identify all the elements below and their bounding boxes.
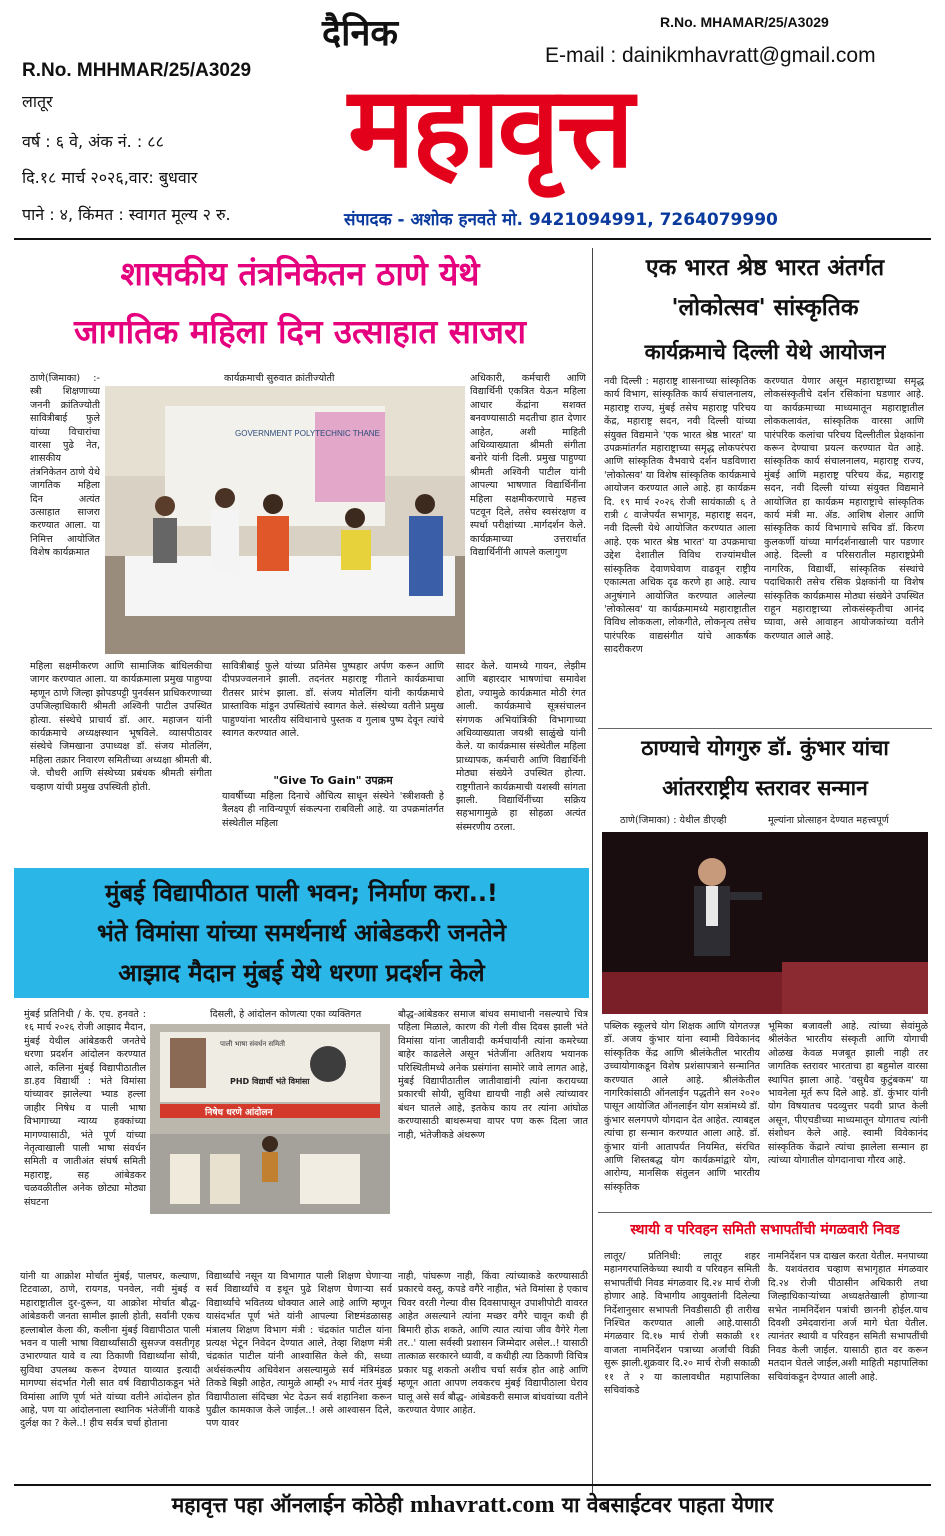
editor-line: संपादक - अशोक हनवते मो. 9421094991, 7264079990	[344, 210, 778, 230]
story4-headline-2: आंतरराष्ट्रीय स्तरावर सन्मान	[662, 776, 868, 800]
story4-intro-left: ठाणे(जिमाका) : येथील डीएव्ही	[620, 815, 727, 826]
story1-col2: सावित्रीबाई फुले यांच्या प्रतिमेस पुष्पहार अर्पण करून आणि दीपप्रज्वलनाने झाली. तदनंतर महाराष्ट्र गीताने कार्यक्रमाचा रीतसर प्रारंभ झाला. डॉ. संजय मोतलिंग यांनी कार्यक्रमाचे प्रास्ताविक मांडून उपस्थितांचे स्वागत केले. संस्थेच्या वतीने प्रमुख पाहुण्यांना भारतीय संविधानाचे पुस्तक व गुलाब पुष्प देवून त्यांचे स्वागत करण्यात आले.	[222, 661, 444, 740]
story3-col2-top: दिसली, हे आंदोलन कोणत्या एका व्यक्तिगत	[210, 1009, 362, 1020]
story2-col2: करण्यात येणार असून महाराष्ट्राच्या समृद्ध लोकसंस्कृतीचे दर्शन रसिकांना घडणार आहे. या कार्यक्रमाच्या माध्यमातून महाराष्ट्रातील लोककलावंत, सांस्कृतिक वारसा आणि पारंपरिक कलांचा परिचय दिल्लीतील प्रेक्षकांना करून देण्याचा प्रयत्न करण्यात येत आहे. सांस्कृतिक कार्य संचालनालय, महाराष्ट्र राज्य, मुंबई आणि महाराष्ट्र परिचय केंद्र, महाराष्ट्र सदन, नवी दिल्ली यांच्या संयुक्त विद्यमाने आयोजित हा कार्यक्रम महाराष्ट्राचे सांस्कृतिक कार्य मंत्री मा. ॲड. आशिष शेलार आणि सांस्कृतिक कार्य विभागाचे सचिव डॉ. किरण कुलकर्णी यांच्या मार्गदर्शनाखाली पार पडणार आहे. दिल्ली व परिसरातील महाराष्ट्रप्रेमी नागरिक, विद्यार्थी, सांस्कृतिक संस्थांचे पदाधिकारी तसेच रसिक प्रेक्षकांनी या विशेष सांस्कृतिक कार्यक्रमास मोठ्या संख्येने उपस्थित राहून महाराष्ट्राच्या लोकसंस्कृतीचा आनंद घ्यावा, असे आवाहन आयोजकांच्या वतीने करण्यात आले आहे.	[764, 376, 924, 642]
photo1-banner-text: GOVERNMENT POLYTECHNIC THANE	[235, 429, 380, 438]
column-divider-main	[592, 248, 593, 1493]
photo2-banner-text-3: निषेध धरणे आंदोलन	[205, 1108, 273, 1118]
story4-col2: भूमिका बजावली आहे. त्यांच्या सेवांमुळे श्रीलंकेत भारतीय संस्कृती आणि योगाची ओळख केवळ मजबूत झाली नाही तर जागतिक स्तरावर भारताचा हा बहुमोल वारसा स्थापित झाला आहे. 'वसुधैव कुटुंबकम' या भावनेला मूर्त रूप दिले आहे. डॉ. कुंभार यांनी योग विषयातच पदव्युत्तर पदवी प्राप्त केली असून, पीएचडीच्या माध्यमातून योगातच त्यांनी संशोधन केले आहे. स्वामी विवेकानंद सांस्कृतिक केंद्राने त्यांचा झालेला सन्मान हा त्यांच्या योगातील योगदानाचा गौरव आहे.	[768, 1021, 928, 1167]
story4-intro-right: मूल्यांना प्रोत्साहन देण्यात महत्त्वपूर्ण	[768, 815, 889, 826]
story4-photo	[602, 832, 928, 1014]
story2-headline-3: कार्यक्रमाचे दिल्ली येथे आयोजन	[644, 340, 886, 364]
story2-headline-1: एक भारत श्रेष्ठ भारत अंतर्गत	[645, 255, 885, 281]
story5-col2: नामनिर्देशन पत्र दाखल करता येतील. मनपाच्या कै. यशवंतराव चव्हाण सभागृहात मंगळवार दि.२४ रोजी पीठासीन अधिकारी तथा जिल्हाधिकाऱ्यांच्या अध्यक्षतेखाली होणाऱ्या सभेत नामनिर्देशन पत्रांची छाननी होईल.याच दिवशी उमेदवारांना अर्ज मागे घेता येतील. त्यानंतर स्थायी व परिवहन समिती सभापतींची निवड केली जाईल. यासाठी हात वर करून मतदान घेतले जाईल,अशी माहिती महापालिका सचिवांकडून देण्यात आली आहे.	[768, 1251, 928, 1383]
story4-divider	[598, 1212, 932, 1213]
story3-headline-3: आझाद मैदान मुंबई येथे धरणा प्रदर्शन केले	[118, 959, 485, 987]
story1-subheading: "Give To Gain" उपक्रम	[273, 774, 393, 787]
story1-col4-top: अधिकारी, कर्मचारी आणि विद्यार्थिनी एकत्रित येऊन महिला आधार केंद्रांना सशक्त बनवण्यासाठी मदतीचा हात देणार आहेत, अशी माहिती अधिव्याख्याता श्रीमती संगीता बनोरे यांनी दिली. प्रमुख पाहुण्या श्रीमती अश्विनी पाटील यांनी आपल्या भाषणात विद्यार्थिनींना महिला सक्षमीकरणाचे महत्त्व पटवून दिले, तसेच स्वसंरक्षण व स्पर्धा परीक्षांच्या .मार्गदर्शन केले. कार्यक्रमाच्या उत्तरार्धात विद्यार्थिनींनी आपले कलागुण	[470, 373, 586, 559]
story3-photo	[150, 1024, 390, 1214]
footer-website-link[interactable]: mhavratt.com	[409, 1492, 555, 1518]
story3-col1: मुंबई प्रतिनिधी / के. एच. हनवते : १६ मार्च २०२६ रोजी आझाद मैदान, मुंबई येथील आंबेडकरी जनतेचे धरणा प्रदर्शन आंदोलन करण्यात आले, कलिना मुंबई विद्यापीठातील डा.हव विद्यार्थी : भंते विमांसा यांच्यावर झालेल्या भ्याड हल्ला जाहीर निषेध व पाली भाषा विभागाच्या न्याय्य हक्कांच्या मागण्यासाठी, भंते पूर्ण यांच्या नेतृत्वाखाली पाली भाषा संवर्धन समिती व जातीअंत संघर्ष समिती महाराष्ट्र, सह आंबेडकर चळवळीतील अनेक छोट्या मोठ्या संघटना	[24, 1009, 146, 1208]
story2-divider	[598, 728, 932, 729]
story5-headline: स्थायी व परिवहन समिती सभापतींची मंगळवारी निवड	[630, 1222, 900, 1238]
photo2-banner-text-2: PHD विद्यार्थी भंते विमांसा	[230, 1077, 310, 1086]
story2-headline-2: 'लोकोत्सव' सांस्कृतिक	[671, 295, 859, 321]
masthead-daily: दैनिक	[322, 13, 399, 54]
footer-divider	[14, 1484, 931, 1486]
story4-col1: पब्लिक स्कूलचे योग शिक्षक आणि योगतज्ज्ञ डॉ. अजय कुंभार यांना स्वामी विवेकानंद सांस्कृतिक केंद्र आणि श्रीलंकेतील भारतीय उच्चायोगाकडून विशेष प्रशंसापत्राने सन्मानित करण्यात आले आहे. श्रीलंकेतील नागरिकांसाठी ऑनलाईन पद्धतीने सन २०२० पासून आयोजित ऑनलाईन योग सत्रांमध्ये डॉ. कुंभार सलगपणे योगदान देत आहेत. त्याबद्दल त्यांचा हा सन्मान करण्यात आला आहे. डॉ. कुंभार यांनी आतापर्यंत नियमित, संरचित आणि शिस्तबद्ध योग कार्यक्रमांद्वारे योग, आरोग्य, मानसिक संतुलन आणि भारतीय सांस्कृतिक	[604, 1021, 760, 1193]
masthead-email[interactable]: E-mail : dainikmhavratt@gmail.com	[545, 44, 876, 67]
footer-suffix: या वेबसाईटवर पाहता येणार	[561, 1493, 774, 1517]
story1-col3-top: कार्यक्रमाची सुरुवात क्रांतीज्योती	[224, 373, 335, 384]
story2-col1: नवी दिल्ली : महाराष्ट्र शासनाच्या सांस्कृतिक कार्य विभाग, सांस्कृतिक कार्य संचालनालय, महाराष्ट्र राज्य, मुंबई तसेच महाराष्ट्र परिचय केंद्र, महाराष्ट्र सदन, नवी दिल्ली यांच्या संयुक्त विद्यमाने 'एक भारत श्रेष्ठ भारत' या उपक्रमांतर्गत महाराष्ट्राच्या समृद्ध लोकपरंपरा आणि सांस्कृतिक वैभवाचे दर्शन घडविणारा 'लोकोत्सव' या विशेष सांस्कृतिक कार्यक्रमाचे आयोजन करण्यात आले आहे. हा कार्यक्रम दि. १९ मार्च २०२६ रोजी सायंकाळी ६ ते रात्री ८ वाजेपर्यंत सभागृह, महाराष्ट्र सदन, नवी दिल्ली येथे आयोजित करण्यात आला आहे. एक भारत श्रेष्ठ भारत' या उपक्रमाचा उद्देश देशातील विविध राज्यांमधील सांस्कृतिक देवाणघेवाण वाढवून राष्ट्रीय एकात्मता अधिक दृढ करणे हा आहे. त्याच अनुषंगाने आयोजित करण्यात आलेल्या 'लोकोत्सव' या कार्यक्रमामध्ये महाराष्ट्रातील विविध लोककला, लोकगीते, लोकनृत्य तसेच पारंपरिक वाद्यसंगीत यांचे आकर्षक सादरीकरण	[604, 376, 756, 656]
story1-headline-2: जागतिक महिला दिन उत्साहात साजरा	[73, 312, 527, 351]
pages-price: पाने : ४, किंमत : स्वागत मूल्य २ रु.	[22, 205, 231, 224]
story4-headline-1: ठाण्याचे योगगुरु डॉ. कुंभार यांचा	[641, 736, 889, 760]
story1-col1: महिला सक्षमीकरण आणि सामाजिक बांधिलकीचा जागर करण्यात आला. या कार्यक्रमाला प्रमुख पाहुण्या म्हणून ठाणे जिल्हा झोपडपट्टी पुनर्वसन प्राधिकरणाच्या उपजिल्हाधिकारी श्रीमती अश्विनी पाटील उपस्थित होत्या. संस्थेचे प्राचार्य डॉ. आर. महाजन यांनी कार्यक्रमाचे अध्यक्षस्थान भूषविले. व्यासपीठावर संस्थेचे जिमखाना उपाध्यक्ष डॉ. संजय मोतलिंग, महिला तक्रार निवारण समितीच्या अध्यक्षा श्रीमती बी. जे. चौधरी आणि संस्थेच्या प्रबंधक श्रीमती संगीता चव्हाण यांची प्रमुख उपस्थिती होती.	[30, 661, 212, 793]
story5-col1: लातूर/ प्रतिनिधी: लातूर शहर महानगरपालिकेच्या स्थायी व परिवहन समिती सभापतींची निवड मंगळवार दि.२४ मार्च रोजी होणार आहे. विभागीय आयुक्तांनी दिलेल्या निर्देशानुसार सभापती निवडीसाठी ही तारीख निश्चित करण्यात आली आहे.यासाठी मंगळवार दि.१७ मार्च रोजी सकाळी ११ वाजता नामनिर्देशन पत्राच्या अर्जांची विक्री सुरू झाली.शुक्रवार दि.२० मार्च रोजी सकाळी ११ ते २ या कालावधीत महापालिका सचिवांकडे	[604, 1251, 760, 1397]
footer-promo	[14, 1490, 931, 1520]
story1-col2-end: यावर्षीच्या महिला दिनाचे औचित्य साधून संस्थेने 'स्त्रीशक्ती हे त्रैलक्ष्य ही नाविन्यपूर्ण संकल्पना राबविली आहे. या उपक्रमांतर्गत संस्थेतील महिला	[222, 791, 444, 829]
story3-bottom-col1: यांनी या आक्रोश मोर्चात मुंबई, पालघर, कल्याण, टिटवाळा, ठाणे, रायगड, पनवेल, नवी मुंबई व महाराष्ट्रातील दुर-दुरून, या आक्रोश मोर्चात बौद्ध- आंबेडकरी जनता सामील झाली होती, सर्वांनी एकच हल्लाबोल केला की, कलीना मुंबई विद्यापीठात पाली भवन व पाली भाषा विद्यार्थ्यांसाठी सुसज्ज वसतीगृह उभारण्यात यावे व त्या ठिकाणी विद्यार्थ्यांना सोयी, सुविधा उपलब्ध करून देण्यात याव्यात इत्यादी मागण्या संदर्भात गेली सात वर्ष विद्यापीठाकडून भंते विमांसा आणि पूर्ण भंते यांच्या वतीने आंदोलन होत आहे, पण या आंदोलनाला स्थानिक भंतेजींनी याकडे दुर्लक्ष का ? केले..! हीच सर्वत्र चर्चा होताना	[20, 1271, 200, 1430]
volume-issue: वर्ष : ६ वे, अंक नं. : ८८	[22, 132, 164, 151]
story3-bottom-col2: विद्यार्थ्यांचे नसून या विभागात पाली शिक्षण घेणाऱ्या सर्व विद्यार्थ्यांचे व इथून पुढे शिक्षण घेणाऱ्या सर्व विद्यार्थ्यांचे भवितव्य धोक्यात आले आहे आणि म्हणून यासंदर्भात पूर्ण भंते यांनी आपल्या शिष्टमंडळासह मंत्रालय शिक्षण विभाग मंत्री : चंद्रकांत पाटील यांना प्रत्यक्ष भेटून निवेदन देण्यात आले, तेव्हा शिक्षण मंत्री चंद्रकांत पाटील यांनी आश्वासित केले की, सध्या अर्थसंकल्पीय अधिवेशन असल्यामुळे सर्व मंत्रिमंडळ तिकडे बिझी आहेत, त्यामुळे आम्ही २५ मार्च नंतर मुंबई विद्यापीठाला संदिच्छा भेट देऊन सर्व शहानिशा करून पुढील कामकाज केले जाईल..! असे आश्वासन दिले, पण यावर	[206, 1271, 392, 1430]
story1-headline-1: शासकीय तंत्रनिकेतन ठाणे येथे	[120, 254, 480, 293]
masthead-divider	[14, 238, 931, 240]
footer-prefix: महावृत्त पहा ऑनलाईन कोठेही	[171, 1493, 403, 1517]
masthead-title: महावृत्त	[348, 63, 632, 193]
reg-no-left: R.No. MHHMAR/25/A3029	[22, 60, 252, 81]
story3-col3: बौद्ध-आंबेडकर समाज बांधव समाधानी नसल्याचे चित्र पहिला मिळाले, कारण की गेली वीस दिवस झाली भंते विमांसा यांना जातीवादी कर्मचार्यांनी त्यांना कमरेच्या बाहेर काढलेले असून भंतेजींना अतिशय भयानक परिस्थितीमध्ये अनेक प्रसंगांना सामोरे जावे लागत आहे, मुंबई विद्यापीठातील जातीवाद्यांनी त्यांना करायच्या प्रकारची सोयी, सुविधा द्यायची नाही असे त्यांच्यावर बंधन घातले आहे, इतकेच काय तर त्यांना आंघोळ करण्यासाठी बाथरूमचा वापर पण करू दिला जात नाही, भंतेजीकडे अंथरूण	[398, 1009, 588, 1141]
story3-headline-2: भंते विमांसा यांच्या समर्थनार्थ आंबेडकरी जनतेने	[96, 919, 507, 947]
reg-no-top: R.No. MHAMAR/25/A3029	[660, 14, 829, 30]
issue-date: दि.१८ मार्च २०२६,वार: बुधवार	[22, 168, 198, 187]
story1-photo	[105, 386, 465, 654]
story1-col3: सादर केले. यामध्ये गायन, लेझीम आणि बहारदार भाषणांचा समावेश होता, ज्यामुळे कार्यक्रमात मोठी रंगत आली. कार्यक्रमाचे सूत्रसंचालन संगणक अभियांत्रिकी विभागाच्या अधिव्याख्याता जयश्री साळुंखे यांनी केले. या कार्यक्रमास संस्थेतील महिला प्राध्यापक, कर्मचारी आणि विद्यार्थिनी मोठ्या संख्येने उपस्थित होत्या. राष्ट्रगीताने कार्यक्रमाची यशस्वी सांगता झाली. विद्यार्थिनींच्या सक्रिय सहभागामुळे हा सोहळा अत्यंत संस्मरणीय ठरला.	[456, 661, 586, 833]
edition-city: लातूर	[22, 92, 53, 111]
story1-col1-top: ठाणे(जिमाका) :- स्त्री शिक्षणाच्या जननी क्रांतिज्योती सावित्रीबाई फुले यांच्या विचारांचा वारसा पुढे नेत, शासकीय तंत्रनिकेतन ठाणे येथे जागतिक महिला दिन अत्यंत उत्साहात साजरा करण्यात आला. या निमित्त आयोजित विशेष कार्यक्रमात	[30, 373, 100, 559]
photo2-banner-text: पाली भाषा संवर्धन समिती	[220, 1040, 285, 1048]
story3-bottom-col3: नाही, पांघरूण नाही, किंवा त्यांच्याकडे करण्यासाठी प्रकारचे वस्तू, कपडे वगैरे नाहीत, भंते विमांसा हे एकाच चिवर वरती गेल्या वीस दिवसापासून उपाशीपोटी वावरत आहेत असल्याने त्यांना मच्छर वगैरे चावून कधी ही बिमारी होऊ शकते, आणि त्यात त्यांचा जीव वैगेरे गेला तर..' याला सर्वस्वी प्रशासन जिम्मेदार असेल..! यासाठी तात्काळ सरकारने ध्यावी, व कधीही त्या ठिकाणी विचित्र प्रकार घडू शकतो अशीच चर्चा सर्वत्र होत आहे आणि म्हणून आता आपण लवकरच मुंबई विद्यापीठाला घेराव घालू असे सर्व बौद्ध- आंबेडकरी समाज बांधवांच्या वतीने करण्यात येणार आहेत.	[398, 1271, 588, 1417]
story3-headline-1: मुंबई विद्यापीठात पाली भवन; निर्माण करा..!	[105, 879, 498, 907]
